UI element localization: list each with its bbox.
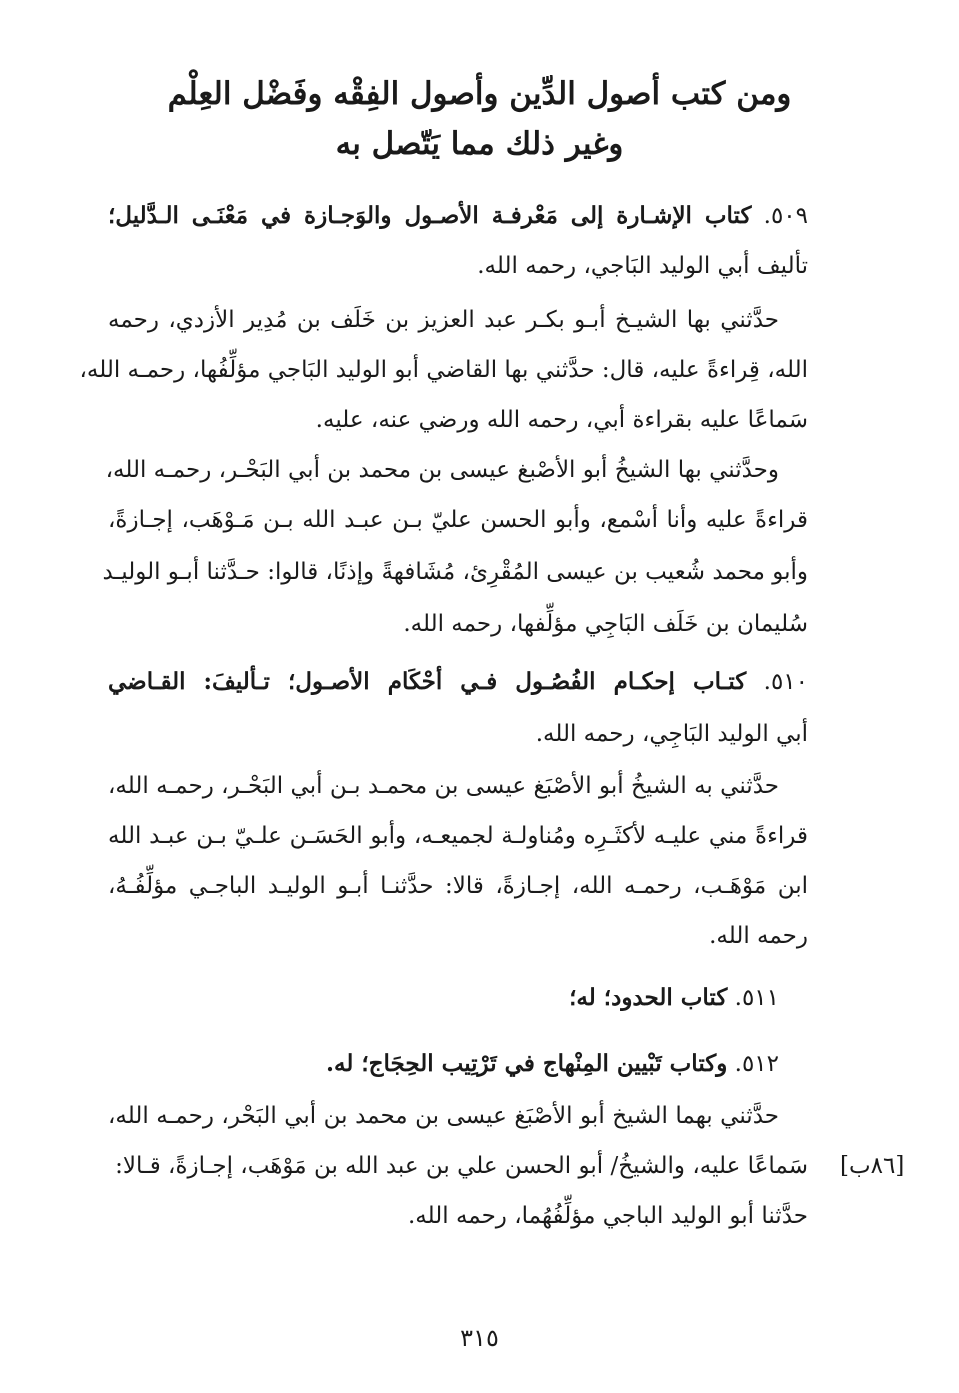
manuscript-folio-note: [٨٦ب] <box>840 1153 905 1179</box>
entry-509-line-5: سَماعًا عليه بقراءة أبي، رحمه الله ورضي عنه، عليه. <box>315 407 808 433</box>
entry-512-line-1 <box>108 1044 779 1084</box>
page-number: ٣١٥ <box>460 1324 499 1352</box>
entry-512-line-4: حدَّثنا أبو الوليد الباجي مؤلِّفُهُما، رحمه الله. <box>408 1203 808 1229</box>
entry-509-line-9: سُليمان بن خَلَف البَاجِي مؤلِّفها، رحمه الله. <box>403 611 808 637</box>
entry-509-line-7: قراءةً عليه وأنا أسْمع، وأبو الحسن عليّ بـن عبـد الله بـن مَـوْهَب، إجـازةً، <box>108 507 808 533</box>
entry-512-line-3: سَماعًا عليه، والشيخُ/ أبو الحسن علي بن عبد الله بن مَوْهَب، إجـازةً، قـالا: <box>115 1153 808 1179</box>
entry-number: ٥٠٩. <box>763 203 808 229</box>
entry-number: ٥١٠. <box>763 669 808 695</box>
entry-509-line-8: وأبو محمد شُعيب بن عيسى المُقْرِئ، مُشَافهةً وإذنًا، قالوا: حـدَّثنا أبـو الوليـد <box>102 559 808 585</box>
entry-509-line-6: وحدَّثني بها الشيخُ أبو الأصْبغ عيسى بن محمد بن أبي البَحْـر، رحمـه الله، <box>105 457 779 483</box>
entry-510-line-4: قراءةً مني عليـه لأكثَـرِه ومُناولـة لجميعـه، وأبو الحَسَـن علـيّ بـن عبـد الله <box>108 823 808 849</box>
entry-509-line-2: تأليف أبي الوليد البَاجي، رحمه الله. <box>477 253 808 279</box>
entry-510-line-1 <box>108 662 808 702</box>
entry-510-line-3: حدَّثني به الشيخُ أبو الأصْبَغ عيسى بن محمـد بـن أبي البَحْـر، رحمـه الله، <box>108 773 779 799</box>
entry-title: كتـاب إحكـام الفُصُـول فـي أحْكَام الأصـول؛ تـأليفَ: القـاضي <box>108 668 747 695</box>
entry-511-line-1 <box>108 978 779 1018</box>
entry-512-line-2: حدَّثني بهما الشيخ أبو الأصْبَغ عيسى بن محمد بن أبي البَحْر، رحمـه الله، <box>108 1103 779 1129</box>
entry-number: ٥١١. <box>734 985 779 1011</box>
entry-title: وكتاب تَبْيين المِنْهاج في تَرْتِيب الحِجَاج؛ له. <box>326 1050 728 1077</box>
entry-number: ٥١٢. <box>734 1051 779 1077</box>
entry-509-line-3: حدَّثني بها الشيـخ أبـو بكـر عبد العزيز بن خَلَف بن مُدِير الأزدي، رحمه <box>108 307 779 333</box>
entry-510-line-6: رحمه الله. <box>709 923 808 949</box>
entry-510-line-2: أبي الوليد البَاجِي، رحمه الله. <box>535 721 808 747</box>
section-heading-line-2: وغير ذلك مما يَتّصل به <box>335 126 624 162</box>
entry-509-line-1 <box>108 196 808 236</box>
section-heading-line-1: ومن كتب أصول الدِّين وأصول الفِقْه وفَضْل العِلْم <box>167 76 792 112</box>
entry-title: كتاب الإشـارة إلى مَعْرفـة الأصـول والوَجـازة في مَعْنَـى الـدَّليل؛ <box>108 202 752 229</box>
entry-509-line-4: الله، قِراءةً عليه، قال: حدَّثني بها القاضي أبو الوليد البَاجي مؤلِّفُها، رحمـه الله، <box>79 357 808 383</box>
entry-510-line-5: ابن مَوْهَـب، رحمـه الله، إجـازةً، قالا: حدَّثنـا أبـو الوليـد الباجـي مؤلِّفُـهُ، <box>108 873 808 899</box>
entry-title: كتاب الحدود؛ له؛ <box>569 984 728 1011</box>
